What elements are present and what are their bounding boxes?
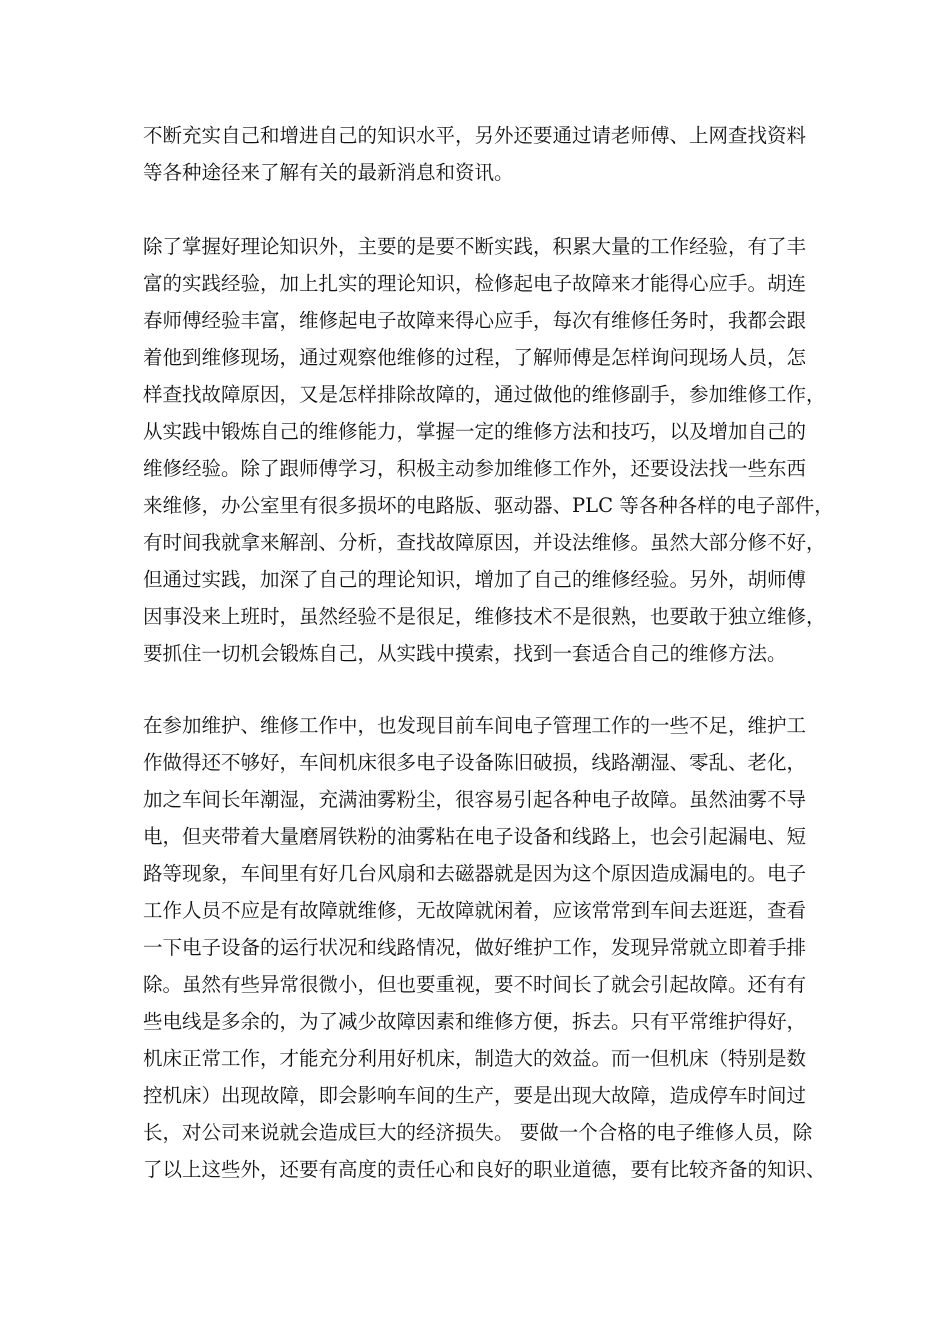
paragraph-2-line-11: 因事没来上班时，虽然经验不是很足，维修技术不是很熟，也要敢于独立维修，	[143, 605, 826, 628]
paragraph-3-line-8: 除。虽然有些异常很微小，但也要重视，要不时间长了就会引起故障。还有有	[143, 973, 807, 996]
paragraph-3-line-11: 控机床）出现故障，即会影响车间的生产，要是出现大故障，造成停车时间过	[143, 1084, 807, 1107]
paragraph-2-line-10: 但通过实践，加深了自己的理论知识，增加了自己的维修经验。另外，胡师傅	[143, 568, 807, 591]
paragraph-2-line-5: 样查找故障原因，又是怎样排除故障的，通过做他的维修副手，参加维修工作，	[143, 383, 826, 406]
paragraph-2-line-12: 要抓住一切机会锻炼自己，从实践中摸索，找到一套适合自己的维修方法。	[143, 642, 787, 665]
paragraph-2-line-1: 除了掌握好理论知识外，主要的是要不断实践，积累大量的工作经验，有了丰	[143, 235, 807, 258]
paragraph-3-line-12: 长，对公司来说就会造成巨大的经济损失。 要做一个合格的电子维修人员，除	[143, 1121, 813, 1144]
paragraph-3-line-3: 加之车间长年潮湿，充满油雾粉尘，很容易引起各种电子故障。虽然油雾不导	[143, 788, 807, 811]
paragraph-3-line-9: 些电线是多余的，为了减少故障因素和维修方便，拆去。只有平常维护得好，	[143, 1010, 807, 1033]
paragraph-2-line-3: 春师傅经验丰富，维修起电子故障来得心应手，每次有维修任务时，我都会跟	[143, 309, 807, 332]
paragraph-3-line-5: 路等现象，车间里有好几台风扇和去磁器就是因为这个原因造成漏电的。电子	[143, 862, 807, 885]
paragraph-2-line-9: 有时间我就拿来解剖、分析，查找故障原因，并设法维修。虽然大部分修不好，	[143, 531, 826, 554]
paragraph-3-line-13: 了以上这些外，还要有高度的责任心和良好的职业道德，要有比较齐备的知识、	[143, 1158, 826, 1181]
paragraph-3-line-1: 在参加维护、维修工作中，也发现目前车间电子管理工作的一些不足，维护工	[143, 714, 807, 737]
paragraph-2-line-4: 着他到维修现场，通过观察他维修的过程，了解师傅是怎样询问现场人员，怎	[143, 346, 807, 369]
paragraph-3-line-4: 电，但夹带着大量磨屑铁粉的油雾粘在电子设备和线路上，也会引起漏电、短	[143, 825, 807, 848]
paragraph-3-line-2: 作做得还不够好，车间机床很多电子设备陈旧破损，线路潮湿、零乱、老化，	[143, 751, 807, 774]
paragraph-2-line-8: 来维修，办公室里有很多损坏的电路版、驱动器、PLC 等各种各样的电子部件，	[143, 494, 834, 517]
paragraph-3-line-10: 机床正常工作，才能充分利用好机床，制造大的效益。而一但机床（特别是数	[143, 1047, 807, 1070]
paragraph-3-line-6: 工作人员不应是有故障就维修，无故障就闲着，应该常常到车间去逛逛，查看	[143, 899, 807, 922]
paragraph-1-line-2: 等各种途径来了解有关的最新消息和资讯。	[143, 161, 514, 184]
paragraph-2-line-6: 从实践中锻炼自己的维修能力，掌握一定的维修方法和技巧，以及增加自己的	[143, 420, 807, 443]
paragraph-2-line-7: 维修经验。除了跟师傅学习，积极主动参加维修工作外，还要设法找一些东西	[143, 457, 807, 480]
paragraph-3-line-7: 一下电子设备的运行状况和线路情况，做好维护工作，发现异常就立即着手排	[143, 936, 807, 959]
paragraph-2-line-2: 富的实践经验，加上扎实的理论知识，检修起电子故障来才能得心应手。胡连	[143, 272, 807, 295]
paragraph-1-line-1: 不断充实自己和增进自己的知识水平，另外还要通过请老师傅、上网查找资料	[143, 124, 807, 147]
